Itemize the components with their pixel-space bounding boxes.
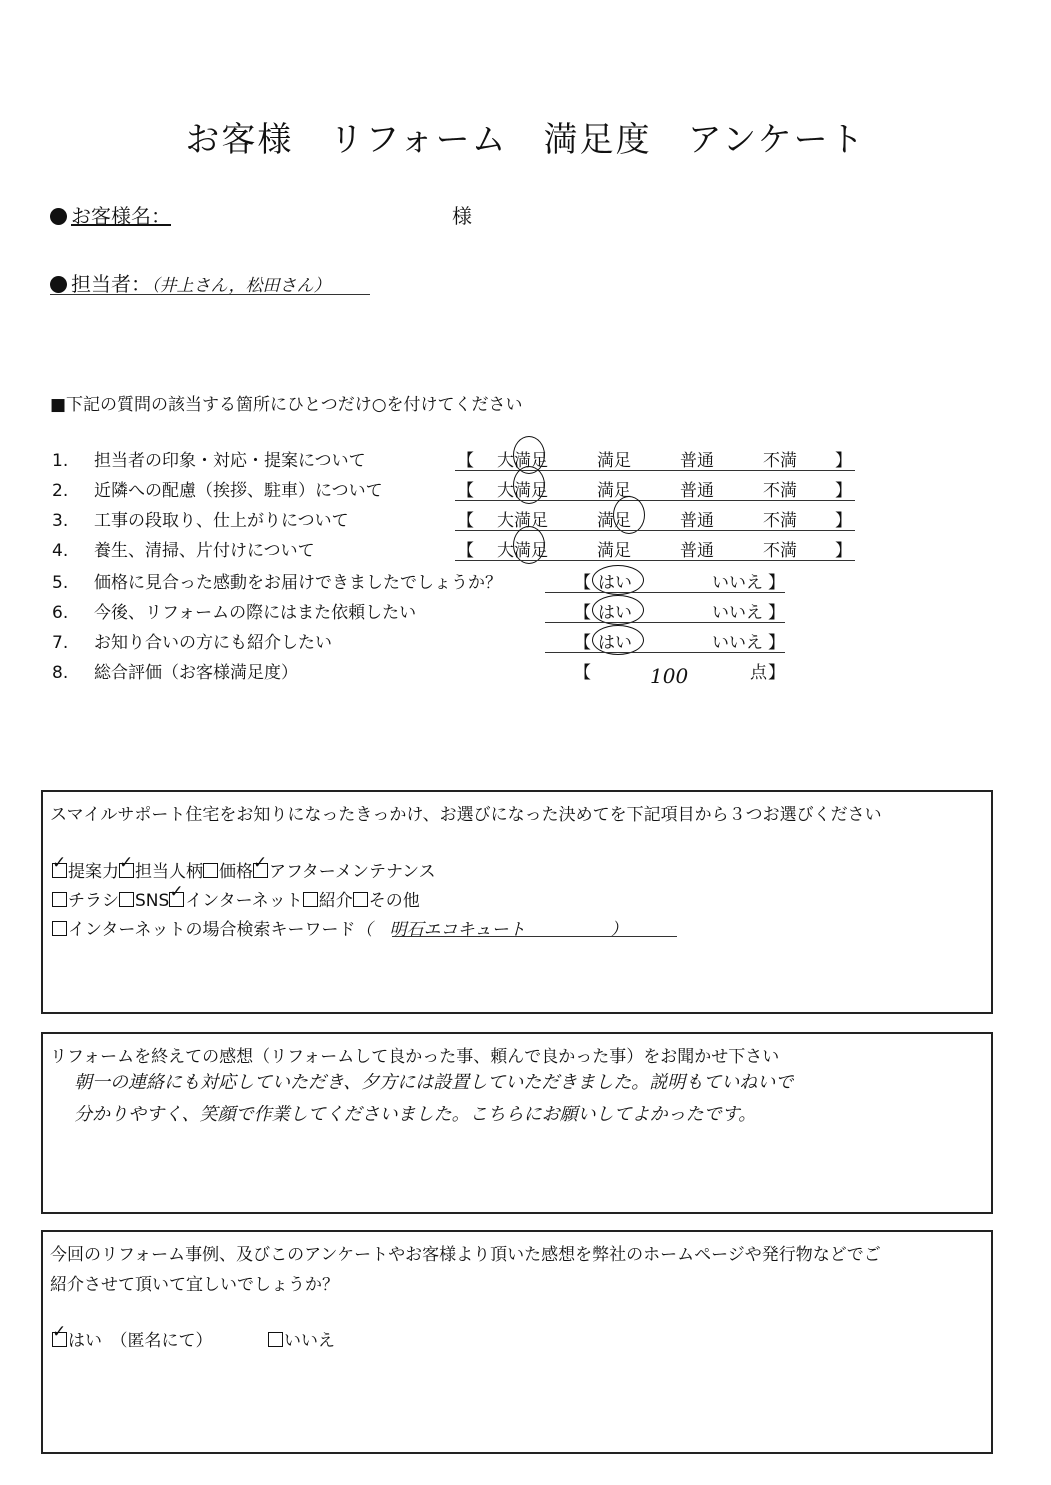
selected-circle-mark — [592, 625, 644, 655]
rating-option[interactable]: 不満 — [763, 511, 797, 531]
question-3 — [52, 506, 349, 536]
open-bracket: 【 — [574, 573, 591, 593]
rating-option[interactable]: 大満足 — [497, 511, 548, 531]
source-checkbox[interactable] — [303, 892, 318, 907]
source-checkbox[interactable] — [52, 863, 67, 878]
question-number: 6. — [52, 603, 69, 623]
customer-name-label: お客様名： — [71, 204, 171, 228]
question-text: 工事の段取り、仕上がりについて — [94, 511, 349, 531]
question-1 — [52, 446, 366, 476]
yesno-option[interactable]: いいえ — [712, 603, 763, 623]
close-bracket: 】 — [835, 541, 852, 561]
question-number: 4. — [52, 541, 69, 561]
source-checkbox-label: 紹介 — [318, 891, 353, 911]
rating-option[interactable]: 不満 — [763, 481, 797, 501]
rating-option[interactable]: 満足 — [597, 451, 631, 471]
yesno-option[interactable]: はい — [598, 573, 632, 593]
question-text: 養生、清掃、片付けについて — [94, 541, 315, 561]
staff-underline — [50, 294, 370, 295]
question-text: 今後、リフォームの際にはまた依頼したい — [94, 603, 417, 623]
yesno-option[interactable]: いいえ — [712, 573, 763, 593]
staff-label: 担当者： — [71, 272, 151, 296]
publish-yes-checkbox[interactable] — [52, 1332, 67, 1347]
question-number: 3. — [52, 511, 69, 531]
source-checkbox[interactable] — [119, 863, 134, 878]
close-bracket: 】 — [768, 603, 785, 623]
score-open-bracket: 【 — [574, 663, 591, 683]
keyword-checkbox[interactable] — [52, 921, 67, 936]
rating-underline — [455, 560, 855, 561]
source-section-heading: スマイルサポート住宅をお知りになったきっかけ、お選びになった決めてを下記項目から３つお選びください — [50, 805, 882, 825]
impression-line-1[interactable]: 朝一の連絡にも対応していただき、夕方には設置していただきました。説明もていねいで — [74, 1072, 794, 1093]
close-bracket: 】 — [835, 451, 852, 471]
open-bracket: 【 — [574, 603, 591, 623]
score-unit: 点 — [750, 663, 767, 683]
rating-option[interactable]: 不満 — [763, 451, 797, 471]
rating-option[interactable]: 満足 — [597, 511, 631, 531]
close-bracket: 】 — [768, 573, 785, 593]
selected-circle-mark — [513, 466, 545, 504]
question-number: 2. — [52, 481, 69, 501]
rating-option[interactable]: 普通 — [680, 511, 714, 531]
publish-no-checkbox[interactable] — [268, 1332, 283, 1347]
survey-title: お客様 リフォーム 満足度 アンケート — [185, 120, 866, 160]
question-6 — [52, 598, 416, 628]
source-checkbox-label: チラシ — [68, 891, 119, 911]
question-text: お知り合いの方にも紹介したい — [94, 633, 332, 653]
rating-underline — [455, 500, 855, 501]
rating-underline — [455, 530, 855, 531]
publish-no-option[interactable] — [268, 1326, 335, 1351]
publish-no-label: いいえ — [284, 1331, 335, 1351]
source-checkbox[interactable] — [253, 863, 268, 878]
yesno-underline — [545, 652, 785, 653]
score-close-bracket: 】 — [768, 663, 785, 683]
yesno-option[interactable]: はい — [598, 633, 632, 653]
question-number: 7. — [52, 633, 69, 653]
keyword-value[interactable]: （ 明石エコキュート ） — [355, 920, 628, 940]
close-bracket: 】 — [835, 481, 852, 501]
question-text: 価格に見合った感動をお届けできましたでしょうか？ — [94, 573, 502, 593]
question-text: 近隣への配慮（挨拶、駐車）について — [94, 481, 383, 501]
keyword-label: インターネットの場合検索キーワード — [68, 920, 356, 940]
rating-underline — [455, 470, 855, 471]
rating-option[interactable]: 大満足 — [497, 541, 548, 561]
impression-section-heading: リフォームを終えての感想（リフォームして良かった事、頼んで良かった事）をお聞かせ下さい — [50, 1047, 780, 1067]
yesno-option[interactable]: いいえ — [712, 633, 763, 653]
selected-circle-mark — [613, 496, 645, 534]
source-checkbox-label: その他 — [368, 891, 420, 911]
question-number: 1. — [52, 451, 69, 471]
source-checkbox-row-1 — [52, 857, 436, 882]
customer-name-row — [50, 200, 171, 229]
impression-line-2[interactable]: 分かりやすく、笑顔で作業してくださいました。こちらにお願いしてよかったです。 — [74, 1104, 757, 1125]
question-number: 5. — [52, 573, 69, 593]
open-bracket: 【 — [457, 481, 474, 501]
selected-circle-mark — [592, 595, 644, 625]
source-checkbox[interactable] — [119, 892, 134, 907]
question-5 — [52, 568, 502, 598]
question-7 — [52, 628, 332, 658]
staff-value: （井上さん，松田さん） — [151, 276, 331, 296]
open-bracket: 【 — [457, 451, 474, 471]
source-checkbox-row-2 — [52, 886, 420, 911]
close-bracket: 】 — [768, 633, 785, 653]
bullet-icon — [50, 208, 67, 225]
score-value[interactable]: 100 — [650, 664, 689, 688]
close-bracket: 】 — [835, 511, 852, 531]
question-text: 担当者の印象・対応・提案について — [94, 451, 366, 471]
source-checkbox[interactable] — [203, 863, 218, 878]
keyword-underline — [392, 936, 677, 937]
bullet-icon — [50, 276, 67, 293]
rating-option[interactable]: 普通 — [680, 451, 714, 471]
open-bracket: 【 — [457, 511, 474, 531]
yesno-option[interactable]: はい — [598, 603, 632, 623]
source-checkbox[interactable] — [353, 892, 368, 907]
question-8 — [52, 658, 298, 688]
yesno-underline — [545, 622, 785, 623]
source-checkbox-label: 提案力 — [68, 862, 119, 882]
yesno-underline — [545, 592, 785, 593]
source-checkbox[interactable] — [169, 892, 184, 907]
source-checkbox-label: 価格 — [219, 862, 253, 882]
question-number: 8. — [52, 663, 69, 683]
question-2 — [52, 476, 383, 506]
rating-option[interactable]: 満足 — [597, 541, 631, 561]
rating-option[interactable]: 不満 — [763, 541, 797, 561]
rating-option[interactable]: 大満足 — [497, 481, 548, 501]
rating-option[interactable]: 普通 — [680, 481, 714, 501]
staff-row — [50, 268, 331, 297]
selected-circle-mark — [592, 565, 644, 595]
source-checkbox-label: アフターメンテナンス — [269, 862, 436, 882]
publish-section-heading-1: 今回のリフォーム事例、及びこのアンケートやお客様より頂いた感想を弊社のホームページや発行物などでご — [50, 1245, 881, 1265]
rating-option[interactable]: 大満足 — [497, 451, 548, 471]
publish-yes-option[interactable] — [52, 1326, 213, 1351]
selected-circle-mark — [513, 526, 545, 564]
rating-option[interactable]: 満足 — [597, 481, 631, 501]
instruction-text: ■下記の質問の該当する箇所にひとつだけ○を付けてください — [50, 395, 523, 415]
source-checkbox-label: SNS — [135, 891, 170, 911]
question-4 — [52, 536, 315, 566]
publish-yes-label: はい （匿名にて） — [68, 1331, 213, 1351]
source-checkbox-label: 担当人柄 — [135, 862, 203, 882]
source-checkbox[interactable] — [52, 892, 67, 907]
open-bracket: 【 — [574, 633, 591, 653]
open-bracket: 【 — [457, 541, 474, 561]
publish-section-heading-2: 紹介させて頂いて宜しいでしょうか？ — [50, 1275, 339, 1295]
customer-honorific: 様 — [452, 204, 472, 228]
rating-option[interactable]: 普通 — [680, 541, 714, 561]
question-text: 総合評価（お客様満足度） — [94, 663, 298, 683]
source-checkbox-label: インターネット — [185, 891, 303, 911]
